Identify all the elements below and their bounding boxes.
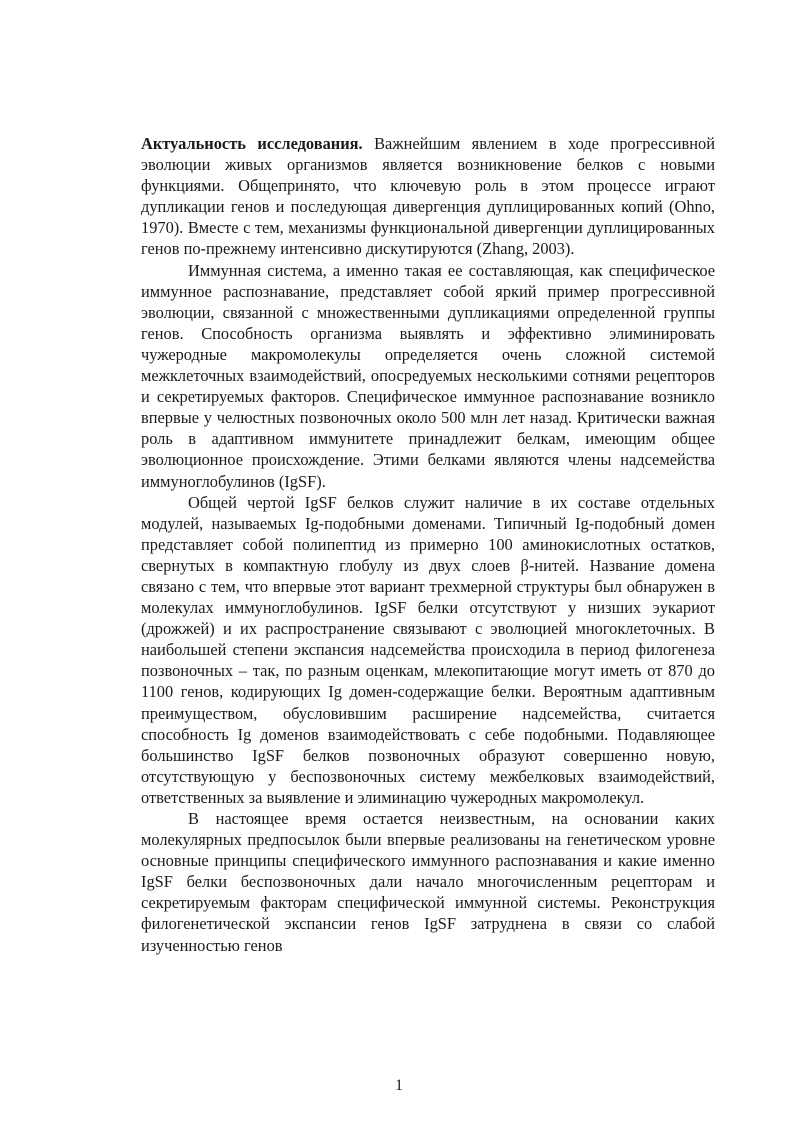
paragraph-relevance [141, 133, 715, 260]
paragraph-text: Важнейшим явлением в ходе прогрессивной эволюции живых организмов является возникновение белков с новыми функциями. Общепринято, что ключевую роль в этом процессе играют дупликации генов и последующая дивергенция дуплицированных копий (Ohno, 1970). Вместе с тем, механизмы функциональной дивергенции дуплицированных генов по-прежнему интенсивно дискутируются (Zhang, 2003). [141, 134, 715, 259]
paragraph-igsf-domains: Общей чертой IgSF белков служит наличие в их составе отдельных модулей, называемых Ig-подобными доменами. Типичный Ig-подобный домен представляет собой полипептид из примерно 100 аминокислотных остатков, свернутых в компактную глобулу из двух слоев β-нитей. Название домена связано с тем, что впервые этот вариант трехмерной структуры был обнаружен в молекулах иммуноглобулинов. IgSF белки отсутствуют у низших эукариот (дрожжей) и их распространение связывают с эволюцией многоклеточных. В наибольшей степени экспансия надсемейства происходила в период филогенеза позвоночных – так, по разным оценкам, млекопитающие могут иметь от 870 до 1100 генов, кодирующих Ig домен-содержащие белки. Вероятным адаптивным преимуществом, обусловившим расширение надсемейства, считается способность Ig доменов взаимодействовать с себе подобными. Подавляющее большинство IgSF белков позвоночных образуют совершенно новую, отсутствующую у беспозвоночных систему межбелковых взаимодействий, ответственных за выявление и элиминацию чужеродных макромолекул. [141, 492, 715, 807]
paragraph-immune-system: Иммунная система, а именно такая ее составляющая, как специфическое иммунное распознавание, представляет собой яркий пример прогрессивной эволюции, связанной с множественными дупликациями определенной группы генов. Способность организма выявлять и эффективно элиминировать чужеродные макромолекулы определяется очень сложной системой межклеточных взаимодействий, опосредуемых несколькими сотнями рецепторов и секретируемых факторов. Специфическое иммунное распознавание возникло впервые у челюстных позвоночных около 500 млн лет назад. Критически важная роль в адаптивном иммунитете принадлежит белкам, имеющим общее эволюционное происхождение. Этими белками являются члены надсемейства иммуноглобулинов (IgSF). [141, 260, 715, 491]
paragraph-current-state: В настоящее время остается неизвестным, на основании каких молекулярных предпосылок были впервые реализованы на генетическом уровне основные принципы специфического иммунного распознавания и какие именно IgSF белки беспозвоночных дали начало многочисленным рецепторам и секретируемым факторам специфической иммунной системы. Реконструкция филогенетической экспансии генов IgSF затруднена в связи со слабой изученностью генов [141, 809, 715, 955]
body-text [141, 133, 715, 956]
page-number: 1 [395, 1077, 403, 1094]
section-lead-heading: Актуальность исследования. [141, 134, 363, 153]
